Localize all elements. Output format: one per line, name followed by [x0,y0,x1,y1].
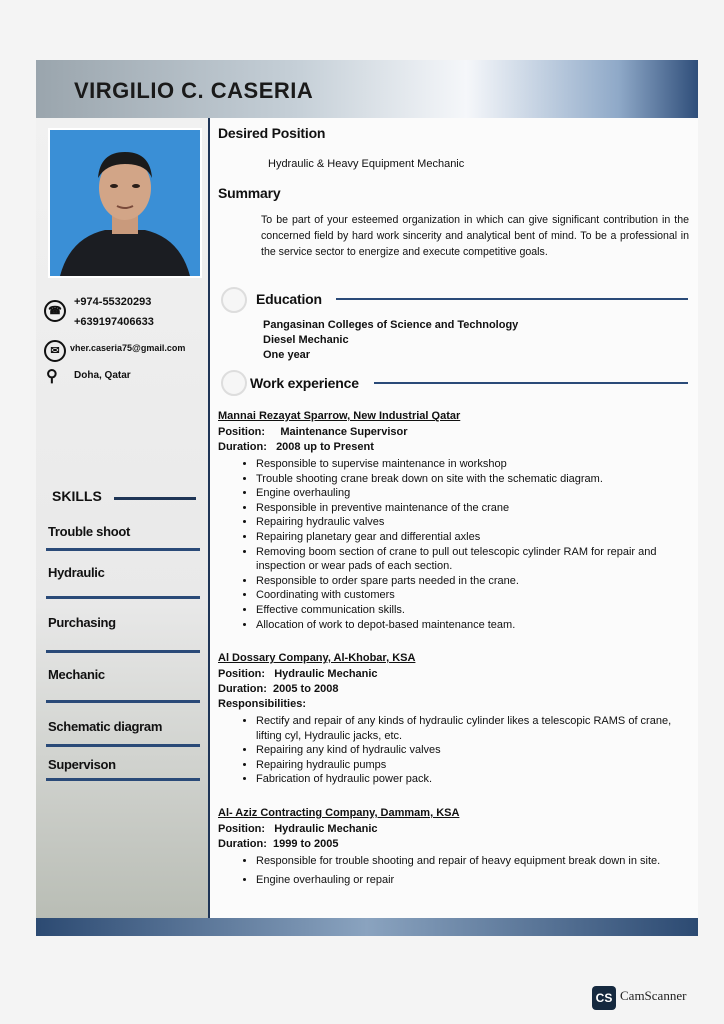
skill-divider [46,548,200,551]
list-item: • Rectify and repair of any kinds of hydraulic cylinder likes a telescopic RAMS of crane, lifting cyl, Hydraulic jacks, etc. [256,714,686,743]
job-company: Mannai Rezayat Sparrow, New Industrial Qatar [218,410,461,422]
skill-divider [46,650,200,653]
camscanner-label: CamScanner [620,988,687,1003]
summary-text: To be part of your esteemed organization in which can give significant contribution in the concerned field by hard work sincerity and analytical bent of mind. To be a professional in the service sector to energize and execute competitive goals. [261,214,689,258]
skill-divider [46,778,200,781]
job-responsibilities-label: Responsibilities: [218,698,307,710]
education-title: Education [256,291,322,307]
job-bullets [218,457,686,632]
skill-divider [46,596,200,599]
list-item: • Fabrication of hydraulic power pack. [256,772,686,787]
skill-divider [46,700,200,703]
phone-icon: ☎ [44,300,66,322]
skills-title-line [114,497,196,500]
phone-1: +974-55320293 [74,296,152,308]
location-pin-icon: ⚲ [46,368,58,385]
list-item: • Removing boom section of crane to pull out telescopic cylinder RAM for repair and inspection or wear pads of each section. [256,545,686,574]
work-title: Work experience [250,375,359,391]
job-position: Position: Maintenance Supervisor [218,426,408,438]
skill-item: Purchasing [48,615,116,630]
phone-2: +639197406633 [74,316,154,328]
list-item: • Responsible to order spare parts needed in the crane. [256,574,686,589]
email-text: vher.caseria75@gmail.com [70,343,186,353]
list-item: • Engine overhauling or repair [256,873,666,888]
skills-title: SKILLS [52,488,102,504]
sidebar [36,118,208,918]
job-position: Position: Hydraulic Mechanic [218,668,378,680]
person-photo-icon [50,130,200,276]
header-banner [36,60,698,118]
desired-position-title: Desired Position [218,125,326,141]
skill-item: Trouble shoot [48,524,131,539]
list-item: • Coordinating with customers [256,588,686,603]
skill-divider [46,744,200,747]
job-duration: Duration: 1999 to 2005 [218,838,339,850]
job-company: Al Dossary Company, Al-Khobar, KSA [218,652,416,664]
candidate-name: VIRGILIO C. CASERIA [74,78,314,103]
list-item: • Responsible for trouble shooting and repair of heavy equipment break down in site. [256,854,666,869]
work-circle-icon [221,370,247,396]
skill-item: Hydraulic [48,565,105,580]
job-bullets [218,854,666,887]
email-icon: ✉ [44,340,66,362]
resume-page [36,60,698,936]
job-position: Position: Hydraulic Mechanic [218,823,378,835]
job-duration: Duration: 2008 up to Present [218,441,374,453]
list-item: • Engine overhauling [256,486,686,501]
list-item: • Repairing any kind of hydraulic valves [256,743,686,758]
list-item: • Repairing hydraulic valves [256,515,686,530]
camscanner-logo-icon: CS [592,986,616,1010]
skill-item: Supervison [48,757,116,772]
education-school: Pangasinan Colleges of Science and Technology [263,319,519,331]
job-company: Al- Aziz Contracting Company, Dammam, KSA [218,807,460,819]
education-duration: One year [263,349,311,361]
skill-item: Schematic diagram [48,719,163,734]
list-item: • Allocation of work to depot-based maintenance team. [256,618,686,633]
summary-title: Summary [218,185,281,201]
work-line [374,382,688,384]
column-divider [208,118,210,918]
desired-position-value: Hydraulic & Heavy Equipment Mechanic [268,158,465,170]
list-item: • Responsible to supervise maintenance in workshop [256,457,686,472]
education-circle-icon [221,287,247,313]
list-item: • Repairing planetary gear and differential axles [256,530,686,545]
list-item: • Responsible in preventive maintenance of the crane [256,501,686,516]
list-item: • Repairing hydraulic pumps [256,758,686,773]
profile-photo [48,128,202,278]
education-line [336,298,688,300]
job-bullets [218,714,686,787]
list-item: • Effective communication skills. [256,603,686,618]
location-text: Doha, Qatar [74,370,131,381]
job-duration: Duration: 2005 to 2008 [218,683,339,695]
education-course: Diesel Mechanic [263,334,349,346]
skill-item: Mechanic [48,667,105,682]
list-item: • Trouble shooting crane break down on site with the schematic diagram. [256,472,686,487]
footer-band [36,918,698,936]
